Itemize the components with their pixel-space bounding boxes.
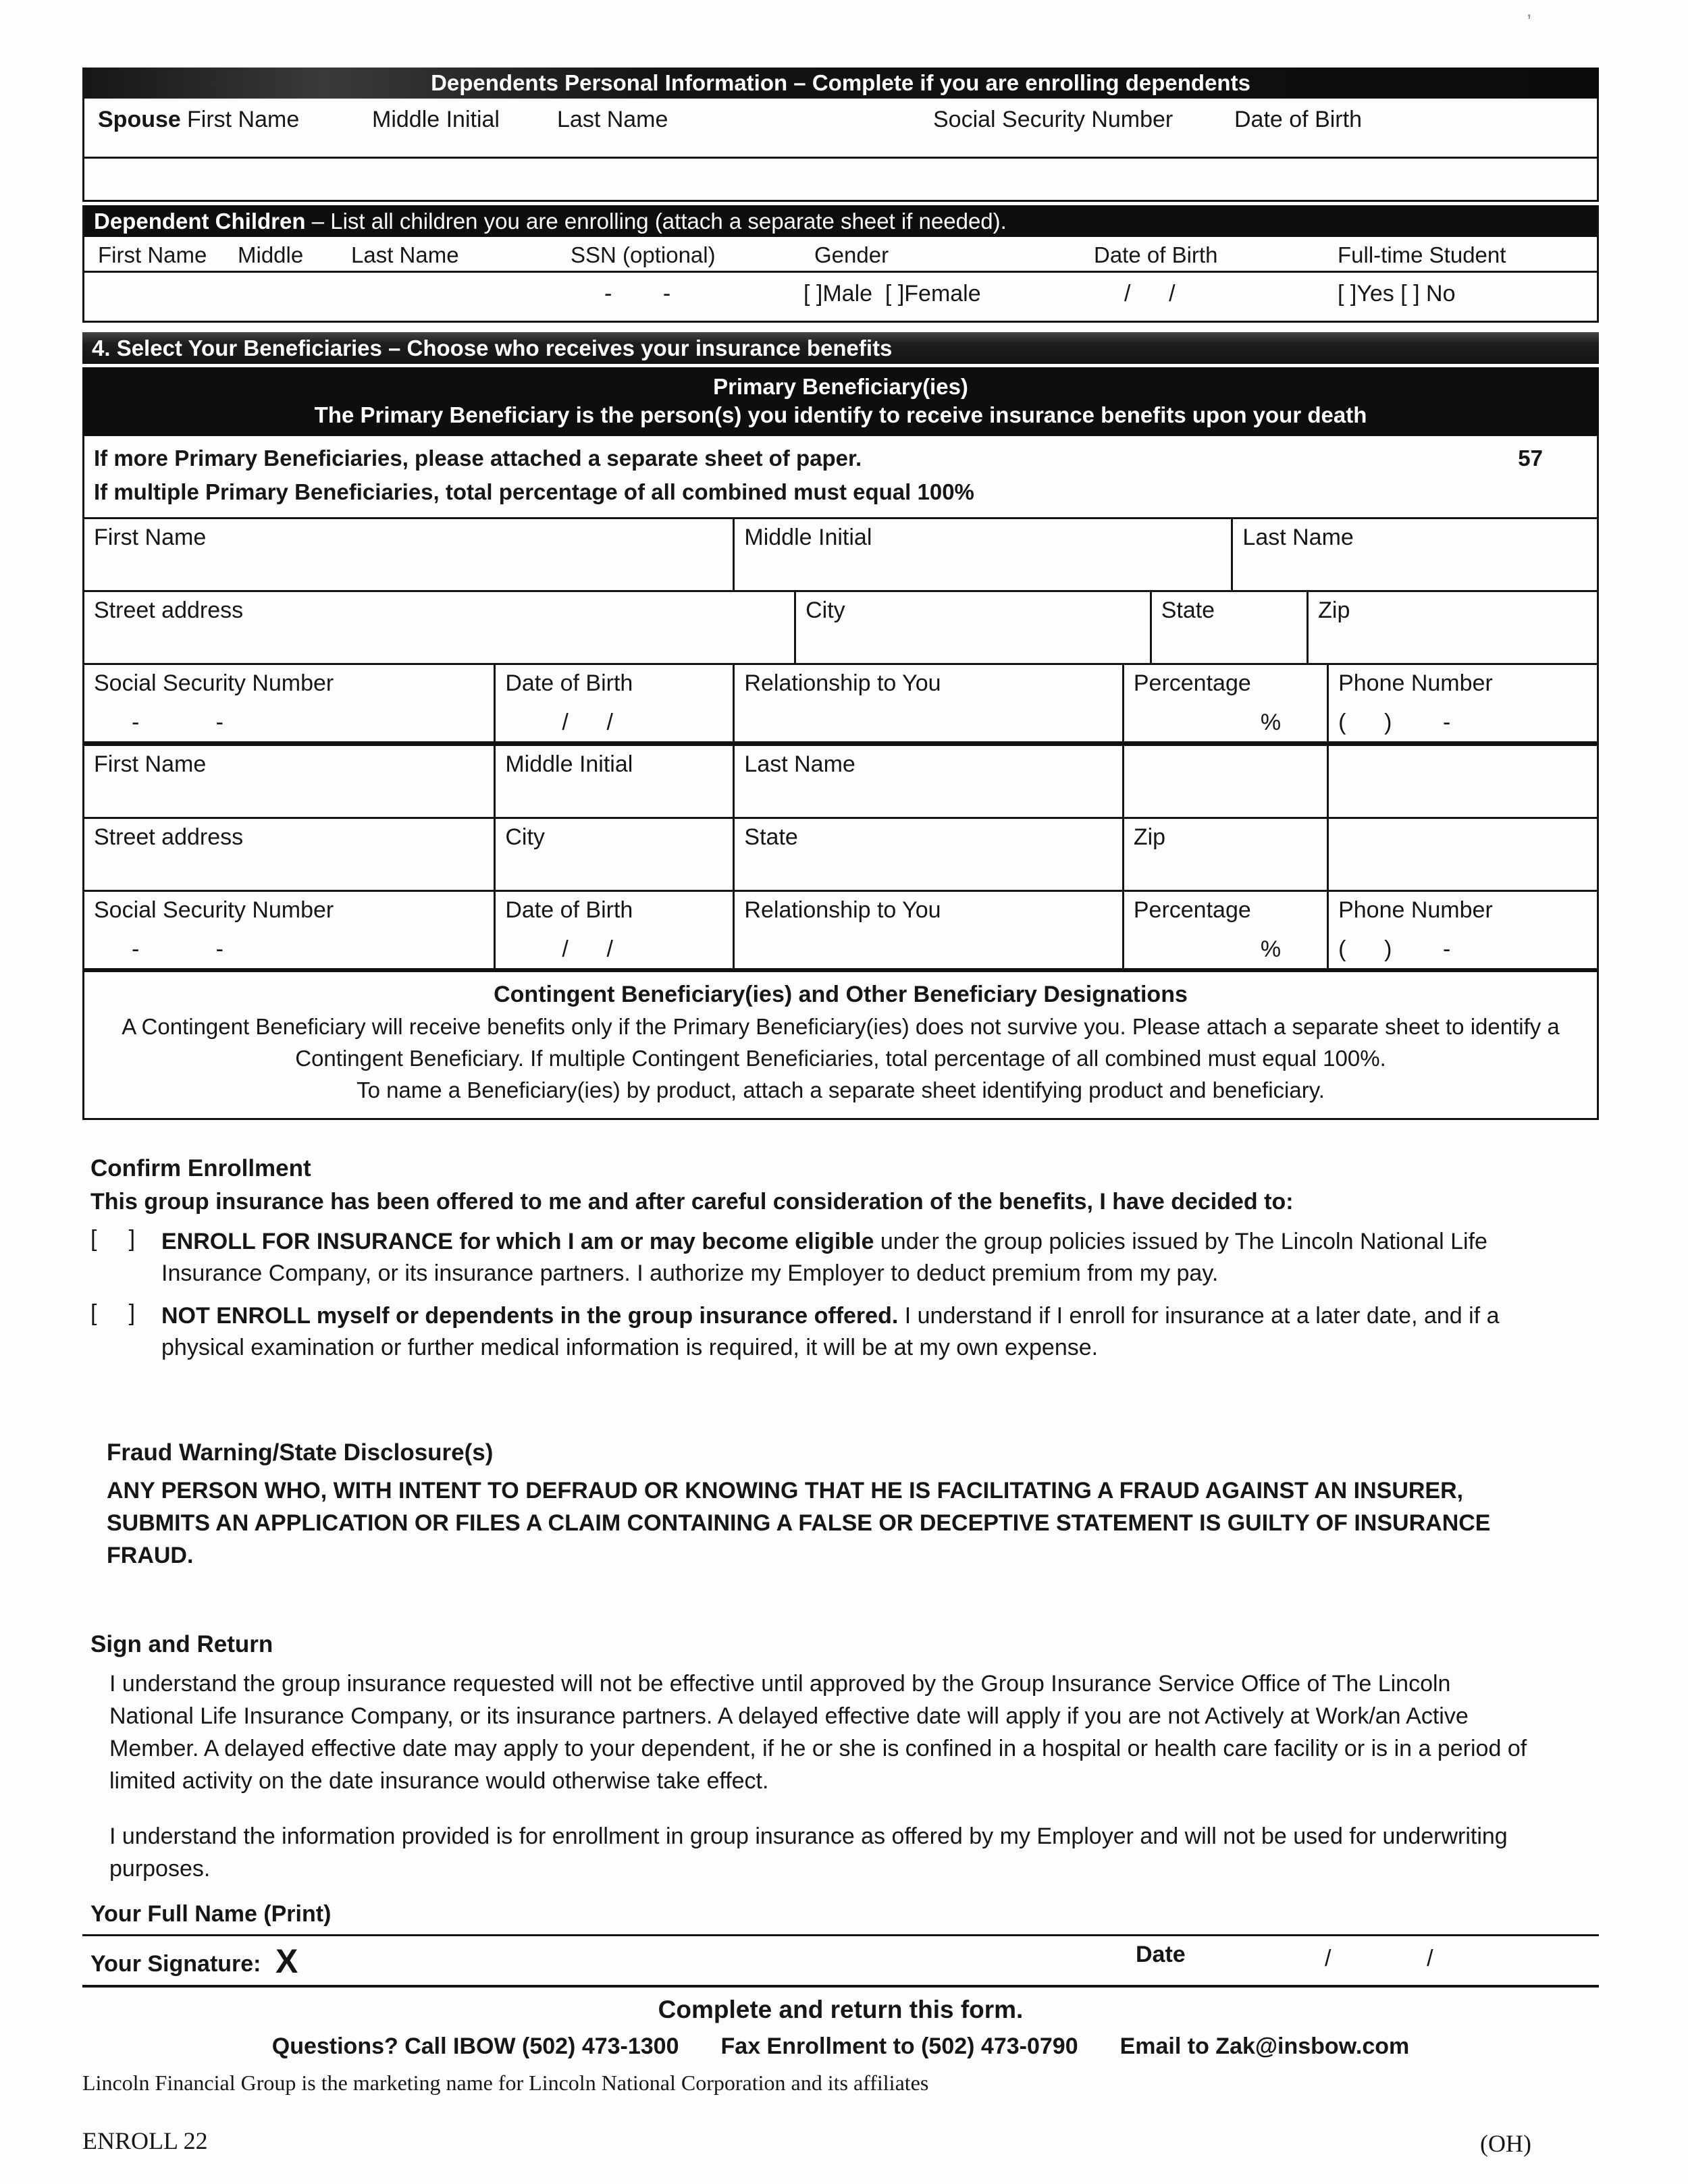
questions-phone: Questions? Call IBOW (502) 473-1300 [271,2033,679,2059]
beneficiary2-first-name-field[interactable] [84,746,494,817]
confirm-intro: This group insurance has been offered to me and after careful consideration of the benefits, I have decided to: [90,1189,1294,1215]
dependents-header-title: Dependents Personal Information – Complete if you are enrolling dependents [431,70,1250,95]
not-enroll-bold-text: NOT ENROLL myself or dependents in the group insurance offered. [161,1303,899,1329]
beneficiary2-zip-field[interactable] [1122,819,1327,890]
beneficiary1-ssn-field[interactable] [84,665,494,741]
enroll-bold-text: ENROLL FOR INSURANCE for which I am or may become eligible [161,1229,874,1254]
enroll-option [90,1226,1599,1289]
beneficiary1-city-field[interactable] [794,592,1150,663]
child-student-label: Full-time Student [1338,242,1506,267]
last-name-label: Last Name [1242,525,1354,550]
scan-artifact: ’ [1527,11,1531,33]
confirm-enrollment-section [82,1155,1599,1364]
signature-label: Your Signature: [90,1951,261,1977]
form-code: ENROLL 22 [82,2127,208,2154]
beneficiary1-state-field[interactable] [1150,592,1307,663]
primary-beneficiary-subtitle: The Primary Beneficiary is the person(s) you identify to receive insurance benefits upon your death [314,402,1367,427]
enrollment-form [82,68,1599,2160]
dob-format: / / [562,710,613,735]
children-input-row[interactable] [84,271,1597,321]
street-label: Street address [94,597,244,623]
zip-label: Zip [1133,824,1166,850]
beneficiary1-relationship-field[interactable] [733,665,1122,741]
child-gender-checkboxes[interactable]: [ ]Male [ ]Female [803,281,981,307]
beneficiary1-last-name-field[interactable] [1231,519,1597,590]
section4-header-bar [82,332,1599,364]
dob-format: / / [562,936,613,962]
fraud-warning-section [82,1439,1599,1572]
beneficiary2-last-name-field[interactable] [733,746,1122,817]
child-last-name-label: Last Name [351,242,459,267]
spouse-label-row [84,99,1597,157]
child-first-name-label: First Name [98,242,207,267]
section4-title: 4. Select Your Beneficiaries – Choose who receives your insurance benefits [92,336,893,361]
children-title: Dependent Children [94,209,306,234]
dob-label: Date of Birth [505,670,633,696]
full-name-input-line[interactable] [82,1897,1599,1936]
enroll-checkbox[interactable]: [ ] [90,1226,136,1252]
percentage-label: Percentage [1133,897,1251,923]
last-name-label: Last Name [744,751,855,777]
page-number: 57 [1518,446,1543,471]
phone-format: ( ) - [1338,710,1451,735]
beneficiary2-state-field[interactable] [733,819,1122,890]
middle-initial-label: Middle Initial [505,751,633,777]
primary-beneficiary-title: Primary Beneficiary(ies) [713,374,968,399]
child-dob-label: Date of Birth [1094,242,1218,267]
not-enroll-rest-text: I understand if I enroll for insurance at a later date, and if a physical examination or further medical information is required, it will be at my own expense. [161,1303,1500,1360]
beneficiary2-phone-field[interactable] [1327,892,1597,968]
full-name-label: Your Full Name (Print) [90,1901,332,1927]
child-middle-label: Middle [238,242,304,267]
beneficiary1-percentage-field[interactable] [1122,665,1327,741]
beneficiary-table [84,517,1597,968]
child-ssn-label: SSN (optional) [571,242,716,267]
state-label: State [744,824,798,850]
beneficiary1-dob-field[interactable] [494,665,733,741]
percentage-label: Percentage [1133,670,1251,696]
contingent-title: Contingent Beneficiary(ies) and Other Beneficiary Designations [494,982,1188,1007]
beneficiary2-empty-cell[interactable] [1122,746,1327,817]
note-multiple-beneficiaries: If multiple Primary Beneficiaries, total percentage of all combined must equal 100% [94,479,974,504]
children-table [82,205,1599,323]
ssn-format: - - [132,710,223,735]
children-title-rest: – List all children you are enrolling (attach a separate sheet if needed). [305,209,1007,234]
beneficiary2-street-field[interactable] [84,819,494,890]
contact-line [82,2033,1599,2060]
child-dob-field[interactable]: / / [1124,281,1176,307]
beneficiary1-zip-field[interactable] [1307,592,1597,663]
beneficiary1-middle-initial-field[interactable] [733,519,1231,590]
beneficiary1-name-row [84,517,1597,590]
first-name-label: First Name [94,751,207,777]
dob-label: Date of Birth [505,897,633,923]
spouse-dob-label: Date of Birth [1234,107,1362,132]
phone-label: Phone Number [1338,897,1493,923]
spouse-input-row[interactable] [84,157,1597,200]
city-label: City [806,597,845,623]
beneficiary2-detail-row [84,890,1597,968]
signature-x-mark[interactable]: X [275,1942,298,1980]
date-label: Date [1136,1942,1186,1967]
signature-input-line[interactable] [82,1936,1599,1988]
percentage-format: % [1260,936,1282,962]
lincoln-disclaimer: Lincoln Financial Group is the marketing name for Lincoln National Corporation and its affiliates [82,2071,929,2095]
children-header-bar [84,205,1597,237]
children-columns-row [84,237,1597,271]
complete-and-return-line: Complete and return this form. [658,1996,1024,2023]
child-student-checkboxes[interactable]: [ ]Yes [ ] No [1338,281,1456,307]
enroll-rest-text: under the group policies issued by The Lincoln National Life Insurance Company, or its insurance partners. I authorize my Employer to deduct premium from my pay. [161,1229,1487,1286]
beneficiary2-ssn-field[interactable] [84,892,494,968]
bottom-codes-row [82,2127,1599,2160]
street-label: Street address [94,824,244,850]
dependents-header-bar [82,68,1599,99]
spouse-label: Spouse [98,107,181,132]
state-code: (OH) [1480,2130,1531,2157]
ssn-label: Social Security Number [94,897,334,923]
beneficiary2-empty-cell[interactable] [1327,746,1597,817]
beneficiary2-middle-initial-field[interactable] [494,746,733,817]
primary-beneficiary-bar [82,367,1599,436]
fraud-warning-body: ANY PERSON WHO, WITH INTENT TO DEFRAUD OR KNOWING THAT HE IS FACILITATING A FRAUD AGAINST AN INSURER, SUBMITS AN APPLICATION OR FILES A CLAIM CONTAINING A FALSE OR DECEPTIVE STATEMENT IS GUILTY OF INSURANCE FRAUD. [107,1478,1491,1568]
spouse-middle-initial-label: Middle Initial [372,107,500,132]
sign-paragraph-2: I understand the information provided is for enrollment in group insurance as offered by my Employer and will not be used for underwriting purposes. [109,1823,1508,1882]
relationship-label: Relationship to You [744,670,941,696]
beneficiary2-relationship-field[interactable] [733,892,1122,968]
sign-and-return-section [82,1631,1599,1885]
fax-number: Fax Enrollment to (502) 473-0790 [720,2033,1078,2059]
date-input-field[interactable]: / / [1325,1946,1433,1971]
not-enroll-checkbox[interactable]: [ ] [90,1300,136,1326]
child-gender-label: Gender [814,242,889,267]
sign-and-return-title: Sign and Return [90,1631,273,1657]
beneficiaries-box [82,436,1599,1120]
beneficiary-notes [84,436,1597,517]
not-enroll-option [90,1300,1599,1364]
zip-label: Zip [1318,597,1350,623]
fraud-warning-title: Fraud Warning/State Disclosure(s) [107,1439,494,1466]
note-more-beneficiaries: If more Primary Beneficiaries, please attached a separate sheet of paper. [94,446,862,471]
beneficiary1-phone-field[interactable] [1327,665,1597,741]
child-ssn-field[interactable]: - - [604,281,671,307]
contingent-body2: To name a Beneficiary(ies) by product, attach a separate sheet identifying product and beneficiary. [357,1077,1325,1102]
phone-format: ( ) - [1338,936,1451,962]
city-label: City [505,824,545,850]
ssn-label: Social Security Number [94,670,334,696]
beneficiary2-address-row [84,817,1597,890]
ssn-format: - - [132,936,223,962]
contingent-beneficiary-box [84,968,1597,1118]
confirm-enrollment-title: Confirm Enrollment [90,1155,311,1181]
email-address: Email to Zak@insbow.com [1119,2033,1410,2059]
middle-initial-label: Middle Initial [744,525,872,550]
state-label: State [1161,597,1215,623]
spouse-first-name-label: First Name [187,107,300,132]
sign-paragraph-1: I understand the group insurance requested will not be effective until approved by the Group Insurance Service Office of The Lincoln National Life Insurance Company, or its insurance partners. A delayed effective date will apply if you are not Actively at Work/an Active Member. A delayed effective date may apply to your dependent, if he or she is confined in a hospital or health care facility or is in a period of limited activity on the date insurance would otherwise take effect. [109,1671,1527,1794]
enroll-option-text [161,1226,1532,1289]
beneficiary2-empty-cell[interactable] [1327,819,1597,890]
beneficiary2-name-row [84,741,1597,817]
spouse-last-name-label: Last Name [557,107,668,132]
spouse-ssn-label: Social Security Number [933,107,1173,132]
beneficiary2-dob-field[interactable] [494,892,733,968]
beneficiary1-detail-row [84,663,1597,741]
beneficiary1-address-row [84,590,1597,663]
percentage-format: % [1260,710,1282,735]
contingent-body: A Contingent Beneficiary will receive benefits only if the Primary Beneficiary(ies) does not survive you. Please attach a separate sheet to identify a Contingent Beneficiary. If multiple Contingent Beneficiaries, total percentage of all combined must equal 100%. [122,1014,1560,1071]
beneficiary2-city-field[interactable] [494,819,733,890]
beneficiary1-street-field[interactable] [84,592,794,663]
not-enroll-option-text [161,1300,1532,1364]
beneficiary1-first-name-field[interactable] [84,519,733,590]
phone-label: Phone Number [1338,670,1493,696]
spouse-table [82,99,1599,202]
first-name-label: First Name [94,525,207,550]
relationship-label: Relationship to You [744,897,941,923]
beneficiary2-percentage-field[interactable] [1122,892,1327,968]
